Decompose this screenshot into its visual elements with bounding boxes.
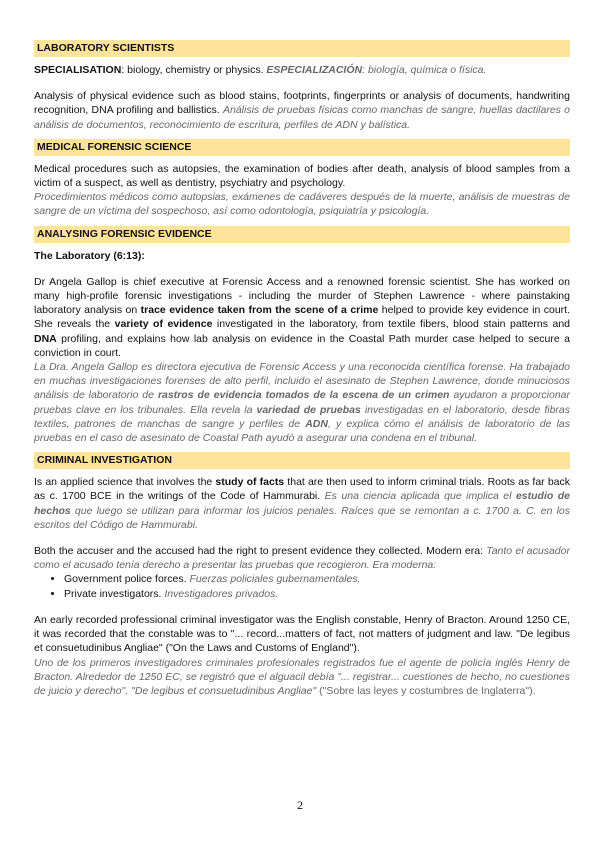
bullet-2-en: Private investigators. [64,587,165,600]
gallop-en-bold-variety: variety of evidence [114,318,213,331]
gallop-en-bold-trace-evidence: trace evidence taken from the scene of a crime [140,304,379,317]
lab-analysis-es: Análisis de pruebas físicas como manchas de sangre, huellas dactilares o análisis de documentos, reconocimiento de escritura, perfiles de ADN y balística. [34,104,570,131]
criminal-paragraph-3-en: An early recorded professional criminal investigator was the English constable, Henry of Bracton. Around 1250 CE, it was recorded that the constable was to "... record...matters of fact, not matters of judgment and law. "De legibus et consuetudinibus Angliae" ("On the Laws and Customs of England"). [34,613,570,655]
list-item [64,572,570,586]
criminal-p3-es-1: Uno de los primeros investigadores criminales profesionales registrados fue el agente de policía inglés Henry de Bracton. Alrededor de 1250 EC, se registró que el alguacil debía "... registrar... cuestiones de hecho, no cuestiones de juicio y derecho". "De legibus et consuetudinibus Angliae" [34,656,570,697]
gallop-es-bold-adn: ADN [305,417,328,430]
criminal-p1-es-1: Es una ciencia aplicada que implica el [324,490,516,503]
criminal-p1-en-2: that are then used to inform criminal trials. Roots as far back as c. 1700 BCE in the writings of the Code of Hammurabi. [34,476,570,503]
section-heading-medical-forensic-science: MEDICAL FORENSIC SCIENCE [34,139,570,156]
section-heading-analysing-forensic-evidence: ANALYSING FORENSIC EVIDENCE [34,226,570,243]
bullet-1-en: Government police forces. [64,573,190,586]
gallop-es-bold-variedad: variedad de pruebas [256,403,361,416]
gallop-es-part-2: ayudaron a proporcionar pruebas clave en los tribunales. Ella revela la [34,389,571,416]
gallop-paragraph-es [34,360,570,445]
gallop-es-part-3: investigadas en el laboratorio, desde fibras textiles, patrones de manchas de sangre y perfiles de [34,403,571,430]
criminal-p1-en-1: Is an applied science that involves the [34,476,216,489]
lab-analysis-en: Analysis of physical evidence such as blood stains, footprints, fingerprints or analysis of documents, handwriting recognition, DNA profiling and ballistics. [34,90,570,117]
gallop-es-part-4: , y explica cómo el análisis de laboratorio de las pruebas en el caso de asesinato de Coastal Path ayudó a asegurar una condena en el tribunal. [34,417,570,445]
criminal-p1-es-bold: estudio de hechos [34,490,571,517]
laboratory-subheading: The Laboratory (6:13): [34,249,145,262]
bullet-1-es: Fuerzas policiales gubernamentales. [189,573,361,586]
criminal-p3-es-2: ("Sobre las leyes y costumbres de Inglaterra"). [319,684,536,697]
page-number: 2 [297,798,303,812]
gallop-paragraph-en [34,275,570,360]
criminal-paragraph-1 [34,475,570,532]
gallop-es-bold-rastros: rastros de evidencia tomados de la escena de un crimen [157,389,450,402]
medical-en: Medical procedures such as autopsies, the examination of bodies after death, analysis of blood samples from a victim of a suspect, as well as dentistry, psychiatry and psychology. [34,162,570,190]
lab-analysis-paragraph [34,89,570,132]
gallop-en-part-4: profiling, and explains how lab analysis on evidence in the Coastal Path murder case helped to secure a conviction in court. [34,332,570,359]
specialisation-text: : biology, chemistry or physics. [121,64,267,76]
page-content [34,40,570,698]
criminal-paragraph-3-es [34,656,570,699]
bullet-2-es: Investigadores privados. [164,587,279,600]
specialisation-paragraph [34,63,570,77]
criminal-paragraph-2 [34,544,570,572]
gallop-es-part-1: La Dra. Angela Gallop es directora ejecutiva de Forensic Access y una reconocida científica forense. Ha trabajado en muchas investigaciones forenses de alto perfil, incluido el asesinato de Stephen Lawrence, donde minuciosos análisis de laboratorio de [34,361,570,402]
medical-es: Procedimientos médicos como autopsias, exámenes de cadáveres después de la muerte, análisis de muestras de sangre de un víctima del sospechoso, así como odontología, psiquiatría y psicología. [34,191,570,218]
specialisation-text-es: : biología, química o física. [362,64,487,76]
section-heading-criminal-investigation: CRIMINAL INVESTIGATION [34,452,570,469]
specialisation-label-es: ESPECIALIZACIÓN [266,64,363,76]
criminal-p1-en-bold: study of facts [215,476,285,489]
gallop-en-bold-dna: DNA [34,332,57,345]
gallop-en-part-3: investigated in the laboratory, from textile fibers, blood stain patterns and [212,318,571,331]
list-item [64,587,570,601]
gallop-en-part-2: helped to provide key evidence in court. She reveals the [34,304,571,331]
criminal-p2-es: Tanto el acusador como el acusado tenía derecho a presentar las pruebas que recogieron. Era moderna: [34,545,570,572]
gallop-en-part-1: Dr Angela Gallop is chief executive at Forensic Access and a renowned forensic scientist. She has worked on many high-profile forensic investigations - including the murder of Stephen Lawrence - where painstaking laboratory analysis on [34,275,570,317]
section-heading-laboratory-scientists: LABORATORY SCIENTISTS [34,40,570,57]
criminal-p2-en: Both the accuser and the accused had the right to present evidence they collected. Modern era: [34,545,487,558]
modern-era-list [34,572,570,600]
specialisation-label: SPECIALISATION [34,64,122,76]
criminal-p1-es-2: que luego se utilizan para informar los juicios penales. Raíces que se remontan a c. 1700 a. C. en los escritos del Código de Hammurabi. [34,504,570,531]
